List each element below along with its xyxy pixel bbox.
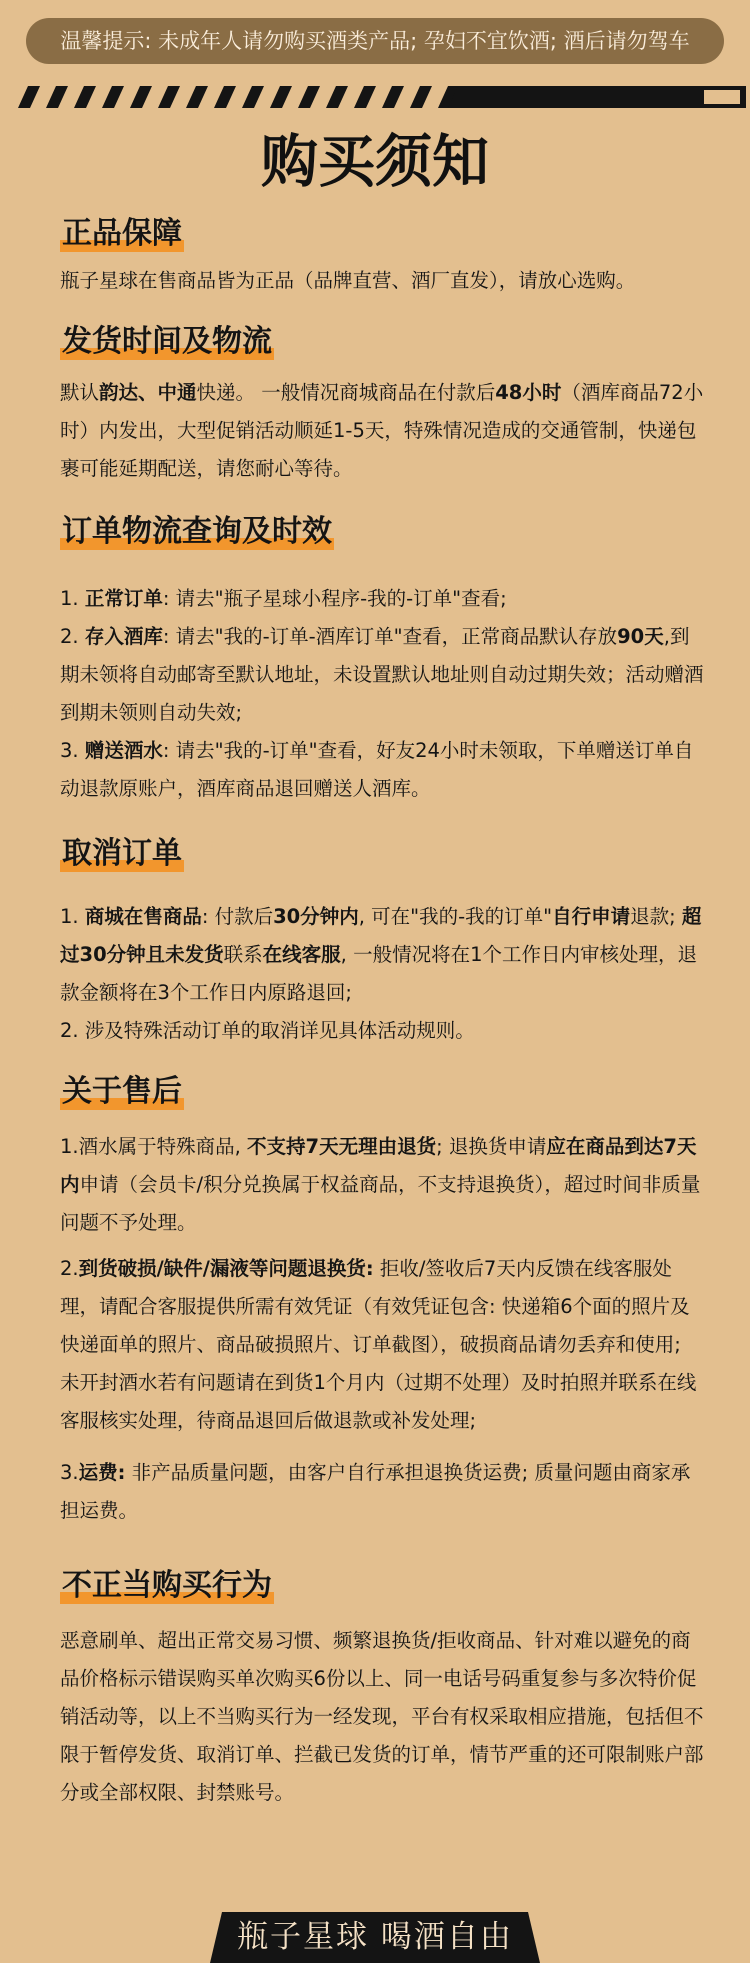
section-heading-cancel: 取消订单 xyxy=(60,832,184,876)
hazard-stripe xyxy=(382,86,404,108)
hazard-stripe xyxy=(242,86,264,108)
footer-slogan: 瓶子星球 喝酒自由 xyxy=(237,1919,513,1955)
hazard-stripe xyxy=(46,86,68,108)
tracking-item-normal: 1. 正常订单: 请去"瓶子星球小程序-我的-订单"查看; xyxy=(60,587,507,610)
hazard-stripe xyxy=(130,86,152,108)
section-heading-aftersale: 关于售后 xyxy=(60,1070,184,1114)
hazard-stripe xyxy=(158,86,180,108)
cancel-item-special: 2. 涉及特殊活动订单的取消详见具体活动规则。 xyxy=(60,1019,475,1042)
aftersale-item-2: 2.到货破损/缺件/漏液等问题退换货: 拒收/签收后7天内反馈在线客服处理，请配合客服提供所需有效凭证（有效凭证包含: 快递箱6个面的照片及快递面单的照片、商品破损照片、订单截图），破损商品请勿丢弃和使用; 未开封酒水若有问题请在到货1个月内（过期不处理）及时拍照并联系在线客服核实处理，待商品退回后做退款或补发处理; xyxy=(60,1257,697,1432)
section-heading-tracking: 订单物流查询及时效 xyxy=(60,510,334,554)
section-heading-genuine: 正品保障 xyxy=(60,212,184,256)
hazard-stripe xyxy=(18,86,40,108)
notice-banner xyxy=(26,18,724,64)
shipping-text: 默认韵达、中通快递。 一般情况商城商品在付款后48小时（酒库商品72小时）内发出，大型促销活动顺延1-5天，特殊情况造成的交通管制，快递包裹可能延期配送，请您耐心等待。 xyxy=(60,381,704,480)
aftersale-item-3: 3.运费: 非产品质量问题，由客户自行承担退换货运费; 质量问题由商家承担运费。 xyxy=(60,1461,691,1522)
hazard-stripe xyxy=(298,86,320,108)
notice-text: 温馨提示: 未成年人请勿购买酒类产品; 孕妇不宜饮酒; 酒后请勿驾车 xyxy=(60,29,690,53)
genuine-text: 瓶子星球在售商品皆为正品（品牌直营、酒厂直发），请放心选购。 xyxy=(60,269,636,292)
hazard-stripe xyxy=(354,86,376,108)
section-heading-shipping: 发货时间及物流 xyxy=(60,320,274,364)
section-heading-improper: 不正当购买行为 xyxy=(60,1564,274,1608)
aftersale-item-1: 1.酒水属于特殊商品, 不支持7天无理由退货; 退换货申请应在商品到达7天内申请（会员卡/积分兑换属于权益商品，不支持退换货），超过时间非质量问题不予处理。 xyxy=(60,1135,701,1234)
cancel-item-mall: 1. 商城在售商品: 付款后30分钟内, 可在"我的-我的订单"自行申请退款; 超过30分钟且未发货联系在线客服, 一般情况将在1个工作日内审核处理，退款金额将在3个工作日内原路退回; xyxy=(60,905,702,1004)
hazard-stripe xyxy=(326,86,348,108)
hazard-stripe xyxy=(102,86,124,108)
hazard-stripe-divider xyxy=(18,86,746,108)
hazard-stripe xyxy=(270,86,292,108)
improper-text: 恶意刷单、超出正常交易习惯、频繁退换货/拒收商品、针对难以避免的商品价格标示错误购买单次购买6份以上、同一电话号码重复参与多次特价促销活动等，以上不当购买行为一经发现，平台有权采取相应措施，包括但不限于暂停发货、取消订单、拦截已发货的订单，情节严重的还可限制账户部分或全部权限、封禁账号。 xyxy=(60,1629,704,1804)
hazard-stripe xyxy=(214,86,236,108)
tracking-item-cellar: 2. 存入酒库: 请去"我的-订单-酒库订单"查看，正常商品默认存放90天,到期未领将自动邮寄至默认地址，未设置默认地址则自动过期失效；活动赠酒到期未领则自动失效; xyxy=(60,625,704,724)
hazard-stripe xyxy=(74,86,96,108)
page-title: 购买须知 xyxy=(261,129,489,195)
hazard-stripe xyxy=(410,86,432,108)
hazard-stripe xyxy=(186,86,208,108)
tracking-item-gift: 3. 赠送酒水: 请去"我的-订单"查看，好友24小时未领取，下单赠送订单自动退款原账户，酒库商品退回赠送人酒库。 xyxy=(60,739,694,800)
